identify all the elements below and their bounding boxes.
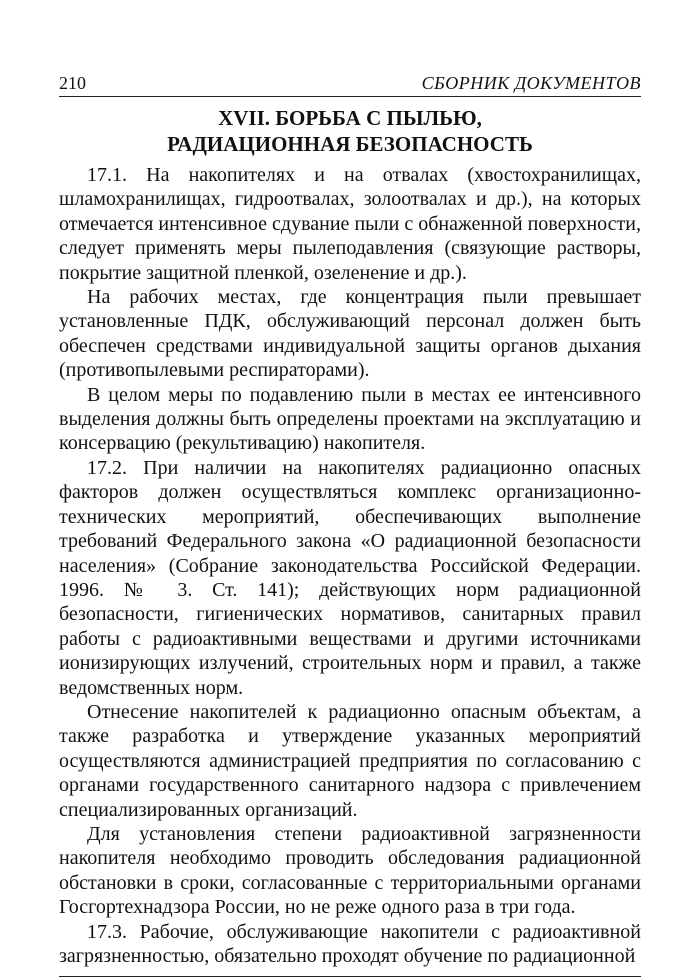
- paragraph-17-1: 17.1. На накопителях и на отвалах (хвостохранилищах, шламохранилищах, гидроотвалах, золоотвалах и др.), на которых отмечается интенсивное сдувание пыли с обнаженной поверхности, следует применять меры пылеподавления (связующие растворы, покрытие защитной пленкой, озеленение и др.).: [59, 164, 641, 284]
- paragraph-17-3: 17.3. Рабочие, обслуживающие накопители с радиоактивной загрязненностью, обязательно проходят обучение по радиационной: [59, 920, 641, 967]
- paragraph-classification: Отнесение накопителей к радиационно опасным объектам, а также разработка и утверждение указанных мероприятий осуществляются администрацией предприятия по согласованию с органами государственного санитарного надзора с привлечением специализированных организаций.: [59, 700, 641, 821]
- body-text: [59, 163, 641, 968]
- section-title-line-1: XVII. БОРЬБА С ПЫЛЬЮ,: [218, 106, 482, 130]
- running-title: СБОРНИК ДОКУМЕНТОВ: [421, 73, 641, 93]
- paragraph-survey: Для установления степени радиоактивной загрязненности накопителя необходимо проводить обследования радиационной обстановки в сроки, согласованные с территориальными органами Госгортехнадзора России, но не реже одного раза в три года.: [59, 822, 641, 919]
- paragraph-17-2: 17.2. При наличии на накопителях радиационно опасных факторов должен осуществляться комплекс организационно-технических мероприятий, обеспечивающих выполнение требований Федерального закона «О радиационной безопасности населения» (Собрание законодательства Российской Федерации. 1996. № 3. Ст. 141); действующих норм радиационной безопасности, гигиенических нормативов, санитарных правил работы с радиоактивными веществами и другими источниками ионизирующих излучений, строительных норм и правил, а также ведомственных норм.: [59, 456, 641, 699]
- section-title-line-2: РАДИАЦИОННАЯ БЕЗОПАСНОСТЬ: [167, 132, 533, 156]
- section-heading: [59, 105, 641, 157]
- paragraph-ppe: На рабочих местах, где концентрация пыли превышает установленные ПДК, обслуживающий персонал должен быть обеспечен средствами индивидуальной защиты органов дыхания (противопылевыми респираторами).: [59, 286, 641, 382]
- running-header: [59, 72, 641, 97]
- page-number: 210: [59, 73, 86, 93]
- document-page: [59, 72, 641, 977]
- paragraph-dust-measures: В целом меры по подавлению пыли в местах ее интенсивного выделения должны быть определены проектами на эксплуатацию и консервацию (рекультивацию) накопителя.: [59, 383, 641, 455]
